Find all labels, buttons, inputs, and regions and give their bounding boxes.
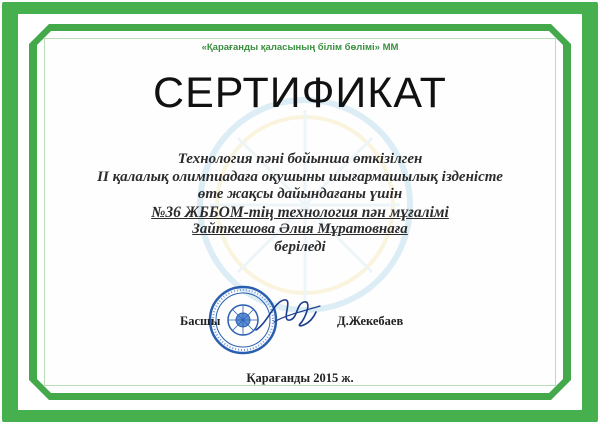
place-date: Қарағанды 2015 ж. [246,371,354,385]
recipient-name: Зайткешова Әлия Мұратовнаға [192,221,408,237]
awarded-line: беріледі [274,238,326,255]
issuer-heading: «Қарағанды қаласының білім бөлімі» ММ [201,42,399,53]
certificate-title: СЕРТИФИКАТ [153,69,447,117]
recipient-position: №36 ЖББОМ-тің технология пән мұғалімі [151,203,449,221]
certificate-body [0,151,600,256]
body-line-2: II қалалық олимпиадаға оқушыны шығармашылық ізденісте [97,168,503,185]
head-label: Басшы [180,314,221,328]
director-name: Д.Жекебаев [337,314,404,328]
signature-row [0,314,600,334]
body-line-3: өте жақсы дайындағаны үшін [197,186,403,202]
body-line-1: Технология пәні бойынша өткізілген [177,151,423,167]
